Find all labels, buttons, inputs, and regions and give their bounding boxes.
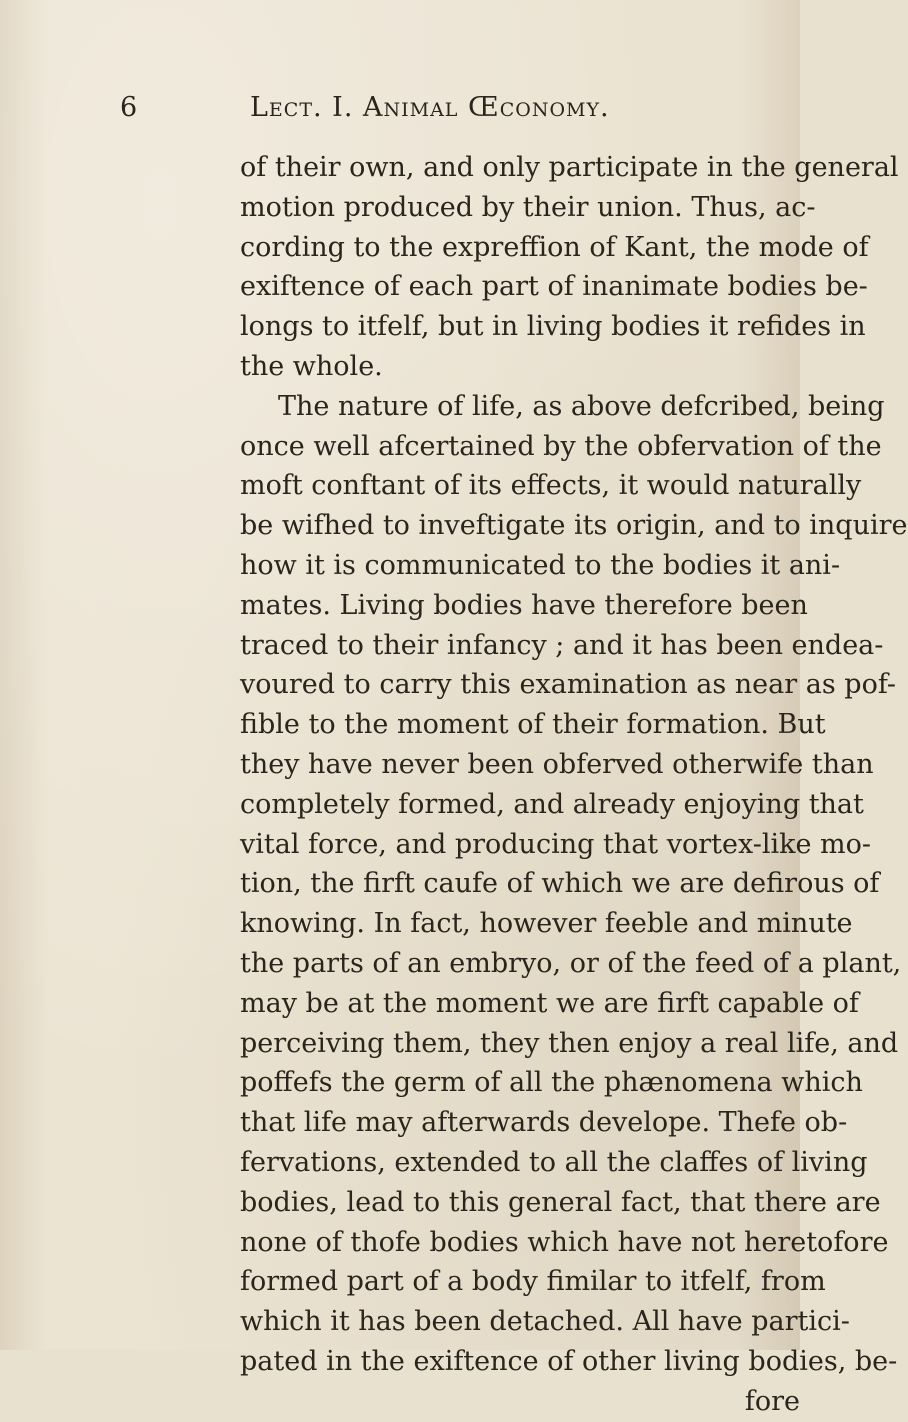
text-line: traced to their infancy ; and it has been endea- [240,629,884,661]
text-line: perceiving them, they then enjoy a real life, and [240,1027,899,1059]
running-head-title: Lect. I. Animal Œconomy. [250,92,610,123]
text-line: mates. Living bodies have therefore been [240,589,808,621]
text-line: moft conftant of its effects, it would naturally [240,470,862,502]
text-line: which it has been detached. All have partici- [240,1306,850,1338]
text-line: may be at the moment we are firft capable of [240,987,859,1019]
text-line: voured to carry this examination as near as pof- [240,669,896,701]
text-line: none of thofe bodies which have not heretofore [240,1226,889,1258]
paragraph-start-line: The nature of life, as above defcribed, being [278,390,885,422]
text-line: longs to itfelf, but in living bodies it refides in [240,311,866,343]
text-line: completely formed, and already enjoying that [240,788,864,820]
text-line: of their own, and only participate in the general [240,152,899,183]
text-line: knowing. In fact, however feeble and minute [240,908,853,940]
text-line: the whole. [240,350,383,382]
text-line: tion, the firft caufe of which we are defirous of [240,868,880,900]
text-line: bodies, lead to this general fact, that there are [240,1186,881,1218]
text-line: the parts of an embryo, or of the feed of a plant, [240,947,902,979]
text-line: motion produced by their union. Thus, ac- [240,191,816,223]
text-line: once well afcertained by the obfervation of the [240,430,882,462]
catchword: fore [744,1385,800,1417]
text-line: formed part of a body fimilar to itfelf, from [240,1266,826,1298]
text-line: cording to the expreffion of Kant, the mode of [240,231,869,263]
text-line: vital force, and producing that vortex-like mo- [240,828,872,860]
text-line: fervations, extended to all the claffes of living [240,1146,868,1178]
text-line: exiftence of each part of inanimate bodies be- [240,271,868,303]
running-head [120,92,740,136]
body-text [240,148,908,1422]
text-line: fible to the moment of their formation. But [240,709,826,741]
text-line: pated in the exiftence of other living bodies, be- [240,1345,898,1377]
text-line: they have never been obferved otherwife than [240,748,874,780]
text-line: poffefs the germ of all the phænomena which [240,1067,863,1099]
text-line: be wifhed to inveftigate its origin, and to inquire [240,510,908,542]
text-line: how it is communicated to the bodies it ani- [240,549,841,581]
page-number: 6 [120,92,139,123]
text-line: that life may afterwards develope. Thefe ob- [240,1107,848,1139]
